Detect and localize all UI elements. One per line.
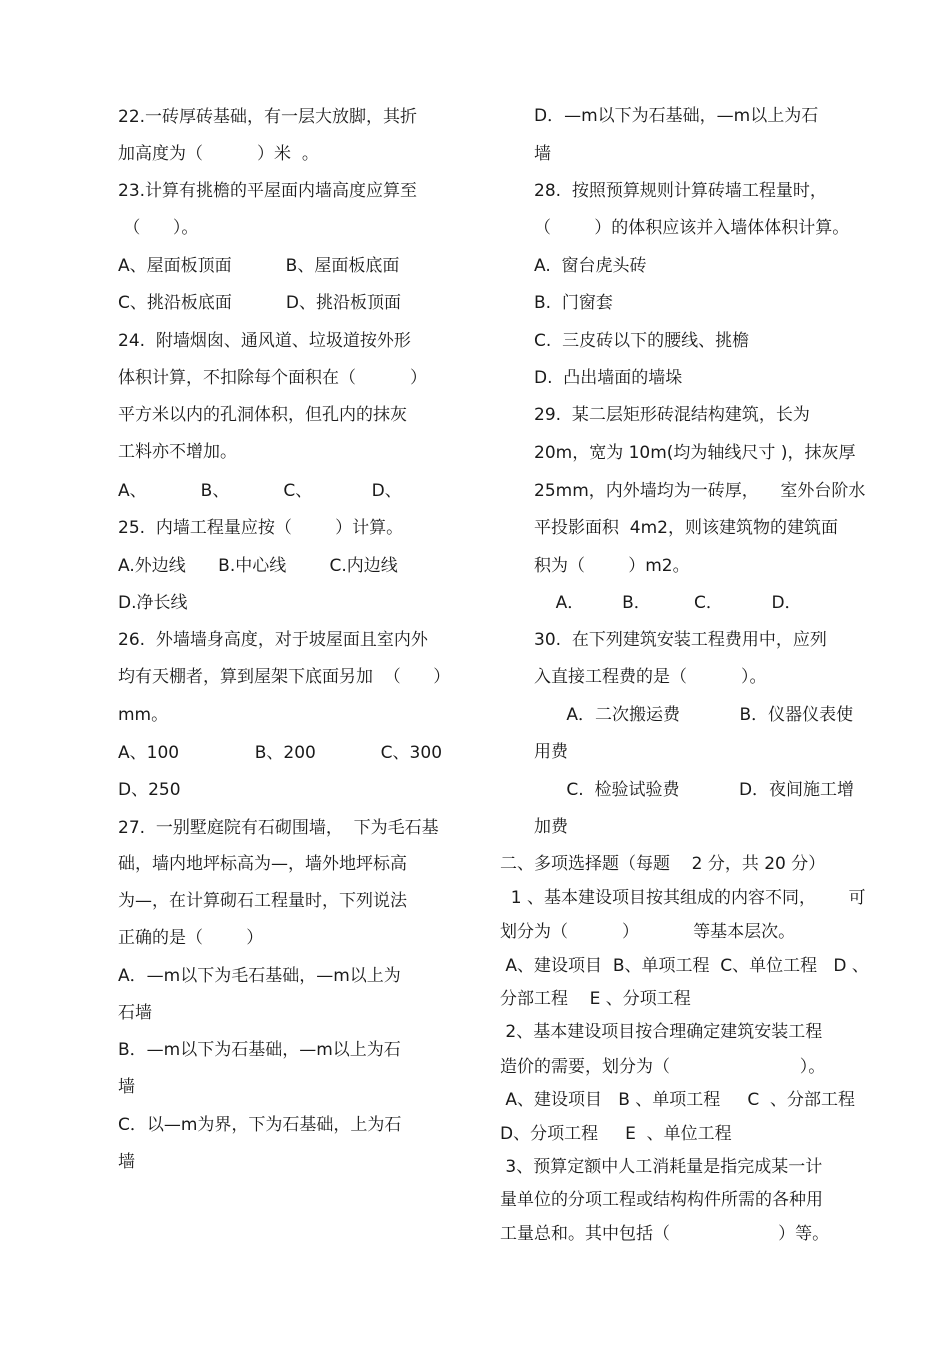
left-text-line: A、100 B、200 C、300: [118, 743, 443, 763]
left-text-line: A．—m以下为毛石基础，—m以上为: [118, 966, 401, 986]
left-text-line: 24. 附墙烟囱、通风道、垃圾道按外形: [118, 331, 411, 351]
left-text-line: 22.一砖厚砖基础，有一层大放脚，其折: [118, 107, 418, 127]
left-text-line: C．以—m为界，下为石基础，上为石: [118, 1115, 402, 1135]
right-text-line: A．二次搬运费 B．仪器仪表使: [534, 705, 854, 725]
left-text-line: C、挑沿板底面 D、挑沿板顶面: [118, 293, 401, 313]
left-text-line: 墙: [118, 1152, 135, 1172]
right-text-line: 29. 某二层矩形砖混结构建筑，长为: [534, 405, 810, 425]
right-text-line: （ ）的体积应该并入墙体体积计算。: [534, 218, 850, 238]
right-text-line: 加费: [534, 817, 568, 837]
right-text-line: C. 三皮砖以下的腰线、挑檐: [534, 331, 750, 351]
left-text-line: 23.计算有挑檐的平屋面内墙高度应算至: [118, 181, 418, 201]
left-text-line: 体积计算，不扣除每个面积在（ ）: [118, 368, 428, 388]
right-text-line: 量单位的分项工程或结构构件所需的各种用: [500, 1190, 823, 1210]
left-text-line: 均有天棚者，算到屋架下底面另加 （ ）: [118, 667, 451, 687]
right-text-line: A、建设项目 B 、单项工程 C 、分部工程: [500, 1090, 856, 1110]
left-text-line: 石墙: [118, 1003, 152, 1023]
left-text-line: mm。: [118, 705, 169, 725]
right-text-line: 28. 按照预算规则计算砖墙工程量时，: [534, 181, 827, 201]
left-text-line: D.净长线: [118, 593, 188, 613]
left-text-line: 27. 一别墅庭院有石砌围墙， 下为毛石基: [118, 818, 439, 838]
left-text-line: 平方米以内的孔洞体积，但孔内的抹灰: [118, 405, 407, 425]
right-text-line: 墙: [534, 144, 551, 164]
right-text-line: 3、预算定额中人工消耗量是指完成某一计: [500, 1157, 823, 1177]
left-text-line: 工料亦不增加。: [118, 442, 237, 462]
right-text-line: 1 、基本建设项目按其组成的内容不同， 可: [500, 888, 866, 908]
right-text-line: 造价的需要，划分为（ ）。: [500, 1057, 826, 1077]
left-text-line: B．—m以下为石基础，—m以上为石: [118, 1040, 401, 1060]
right-text-line: 入直接工程费的是（ ）。: [534, 667, 767, 687]
right-text-line: A. 窗台虎头砖: [534, 256, 647, 276]
right-text-line: B. 门窗套: [534, 293, 613, 313]
right-text-line: 二、多项选择题（每题 2 分，共 20 分）: [500, 854, 826, 874]
right-text-line: 20m，宽为 10m(均为轴线尺寸 )，抹灰厚: [534, 443, 856, 463]
right-text-line: 用费: [534, 742, 568, 762]
right-text-line: 工量总和。其中包括（ ）等。: [500, 1224, 830, 1244]
left-text-line: （ ）。: [118, 218, 199, 238]
right-text-line: D. 凸出墙面的墙垛: [534, 368, 683, 388]
left-text-line: 为—，在计算砌石工程量时，下列说法: [118, 891, 407, 911]
left-text-line: A.外边线 B.中心线 C.内边线: [118, 556, 398, 576]
left-text-line: 墙: [118, 1077, 135, 1097]
left-text-line: 础，墙内地坪标高为—，墙外地坪标高: [118, 854, 407, 874]
left-text-line: 正确的是（ ）: [118, 928, 264, 948]
right-text-line: 平投影面积 4m2，则该建筑物的建筑面: [534, 518, 838, 538]
right-text-line: A、建设项目 B、单项工程 C、单位工程 D 、: [500, 956, 869, 976]
left-text-line: 加高度为（ ）米 。: [118, 144, 319, 164]
right-text-line: 积为（ ）m2。: [534, 556, 690, 576]
right-text-line: C. 检验试验费 D．夜间施工增: [534, 780, 855, 800]
right-text-line: 划分为（ ） 等基本层次。: [500, 922, 796, 942]
right-text-line: 分部工程 E 、分项工程: [500, 989, 691, 1009]
right-text-line: A． B． C． D．: [534, 593, 802, 613]
left-text-line: A、 B、 C、 D、: [118, 481, 402, 501]
right-text-line: D、分项工程 E 、单位工程: [500, 1124, 732, 1144]
left-text-line: A、屋面板顶面 B、屋面板底面: [118, 256, 400, 276]
right-text-line: 2、基本建设项目按合理确定建筑安装工程: [500, 1022, 823, 1042]
left-text-line: 25. 内墙工程量应按（ ）计算。: [118, 518, 404, 538]
left-text-line: D、250: [118, 780, 181, 800]
left-text-line: 26. 外墙墙身高度，对于坡屋面且室内外: [118, 630, 428, 650]
right-text-line: 30. 在下列建筑安装工程费用中，应列: [534, 630, 827, 650]
right-text-line: 25mm，内外墙均为一砖厚， 室外台阶水: [534, 481, 866, 501]
right-text-line: D．—m以下为石基础，—m以上为石: [534, 106, 819, 126]
